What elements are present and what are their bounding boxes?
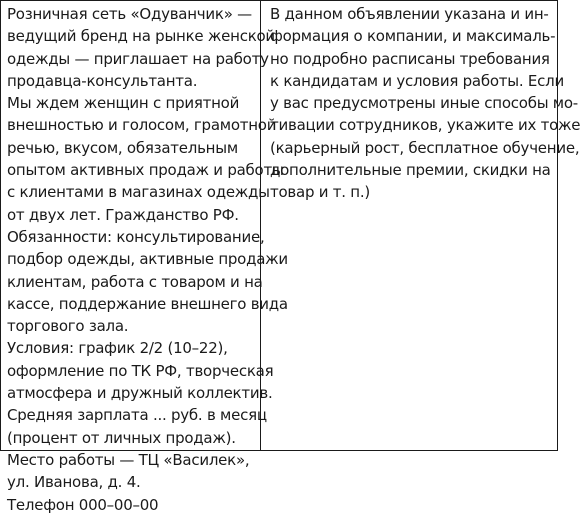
commentary-line: В данном объявлении указана и ин- [270,5,549,23]
ad-text-line: ул. Иванова, д. 4. [7,473,141,492]
commentary-line: у вас предусмотрены иные способы мо- [270,94,578,113]
commentary-line: (карьерный рост, бесплатное обучение, [270,138,580,157]
commentary-line: товар и т. п.) [270,183,370,202]
ad-text-line: клиентам, работа с товаром и на [7,272,263,291]
ad-text-line: торгового зала. [7,317,129,336]
ad-text-line: опытом активных продаж и работы [7,161,284,180]
ad-text-line: ведущий бренд на рынке женской [7,27,275,46]
ad-text-line: Телефон 000–00–00 [7,495,159,514]
ad-text-line: от двух лет. Гражданство РФ. [7,205,239,224]
ad-text-line: кассе, поддержание внешнего вида [7,294,288,313]
ad-text-line: оформление по ТК РФ, творческая [7,361,274,380]
commentary-line: формация о компании, и максималь- [270,27,556,46]
ad-text-line: Мы ждем женщин с приятной [7,94,240,113]
ad-text-line: с клиентами в магазинах одежды [7,183,270,202]
ad-text-line: речью, вкусом, обязательным [7,138,238,157]
ad-text-line: Обязанности: консультирование, [7,227,265,246]
commentary-text-cell [261,1,580,450]
ad-text-line: Средняя зарплата ... руб. в месяц [7,406,267,425]
commentary-line: но подробно расписаны требования [270,49,550,68]
commentary-line: дополнительные премии, скидки на [270,161,551,180]
ad-text-line: одежды — приглашает на работу [7,49,269,68]
ad-text-line: (процент от личных продаж). [7,428,236,447]
commentary-line: тивации сотрудников, укажите их тоже [270,116,580,135]
ad-text-line: Розничная сеть «Одуванчик» — [7,5,252,23]
vacancy-ad-text-cell [1,1,288,514]
ad-text-line: внешностью и голосом, грамотной [7,116,277,135]
ad-text-line: атмосфера и дружный коллектив. [7,384,273,403]
ad-text-line: продавца-консультанта. [7,71,198,90]
commentary-line: к кандидатам и условия работы. Если [270,71,564,90]
ad-text-line: Место работы — ТЦ «Василек», [7,450,250,469]
ad-text-line: Условия: график 2/2 (10–22), [7,339,228,358]
ad-text-line: подбор одежды, активные продажи [7,250,288,269]
